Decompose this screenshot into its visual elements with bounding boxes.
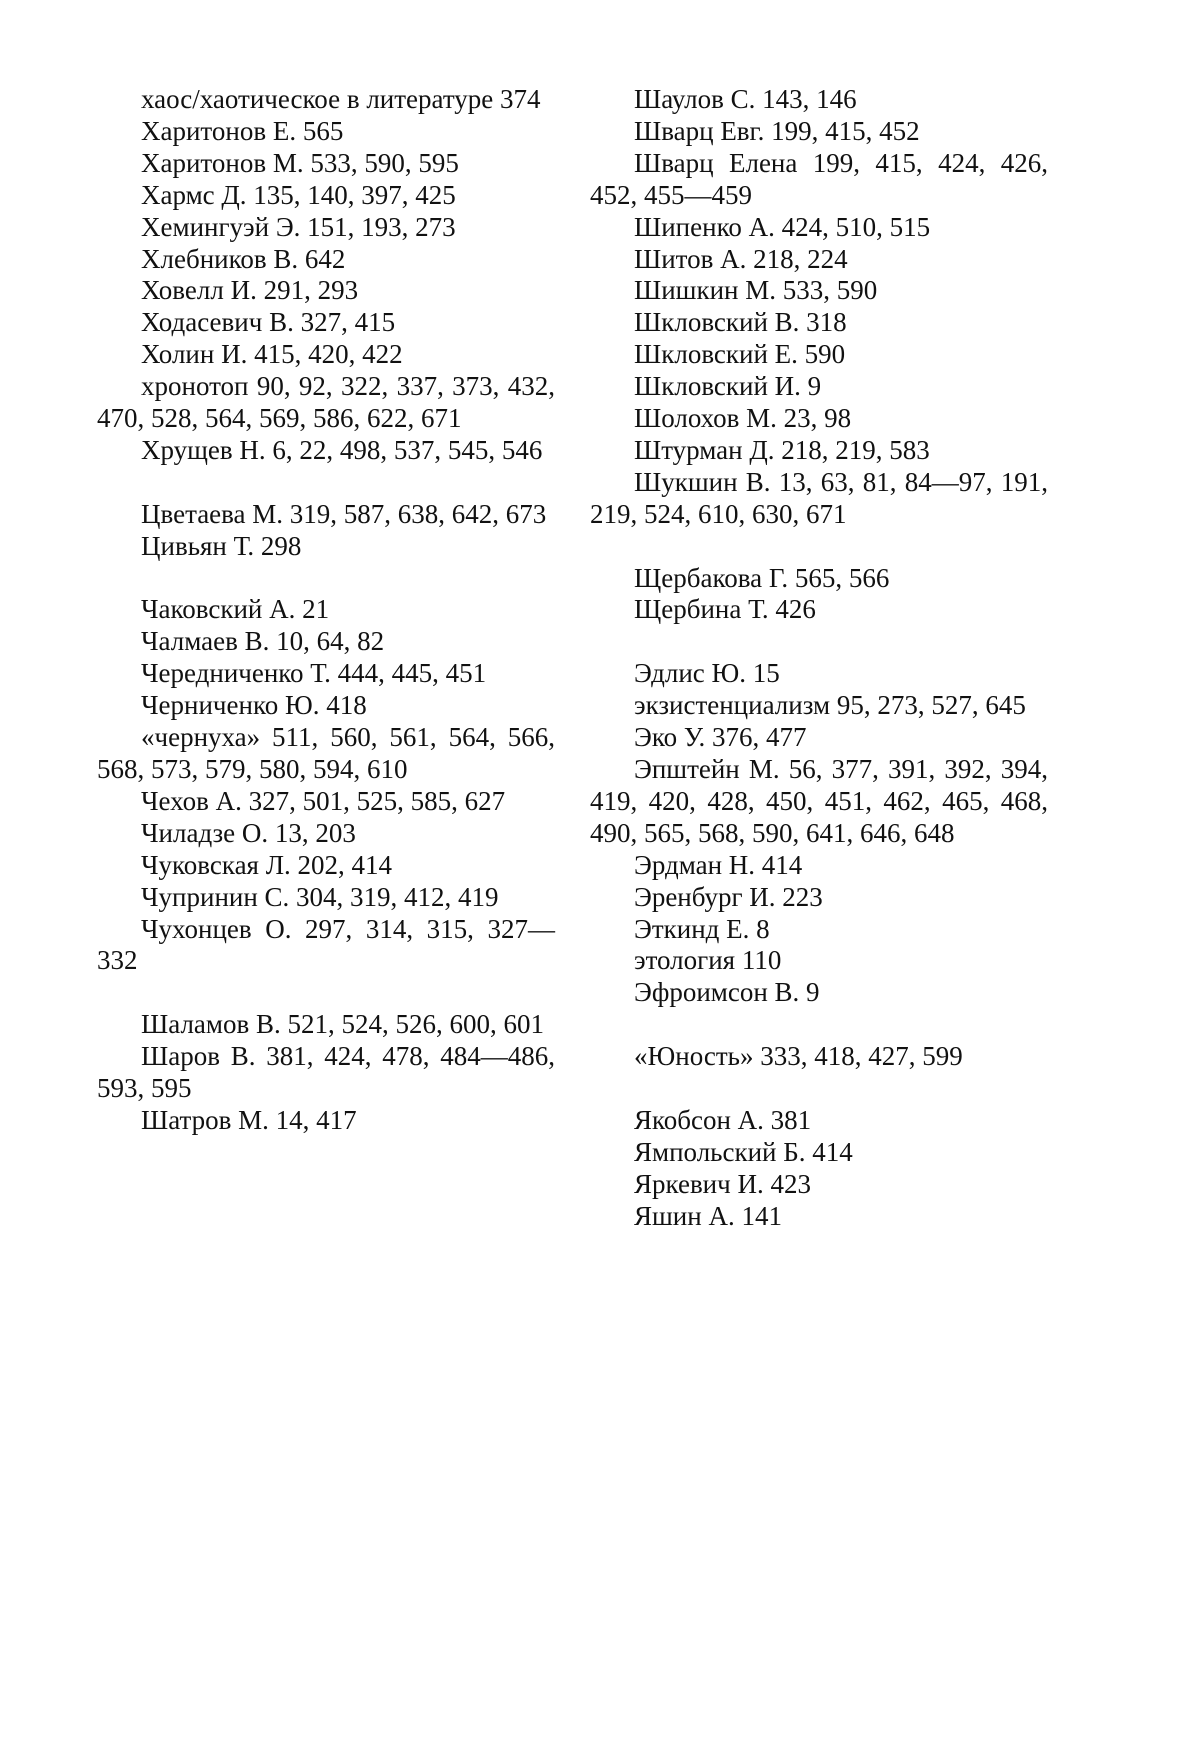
index-entry: Холин И. 415, 420, 422 (141, 339, 403, 370)
letter-group-gap (590, 626, 1048, 658)
index-entry: Чуковская Л. 202, 414 (141, 849, 393, 880)
index-entry: Яшин А. 141 (634, 1200, 782, 1231)
index-entry: Хармс Д. 135, 140, 397, 425 (141, 179, 456, 210)
index-column-right (590, 84, 1048, 1233)
index-entry: Щербакова Г. 565, 566 (634, 562, 890, 593)
index-entry: Штурман Д. 218, 219, 583 (634, 434, 930, 465)
index-entry: Шукшин В. 13, 63, 81, 84—97, 191, 219, 524, 610, 630, 671 (590, 466, 1048, 529)
index-entry: Эрдман Н. 414 (634, 849, 803, 880)
index-entry: Шкловский И. 9 (634, 371, 822, 402)
index-entry: этология 110 (634, 945, 782, 976)
index-entry: «чернуха» 511, 560, 561, 564, 566, 568, 573, 579, 580, 594, 610 (97, 722, 555, 784)
index-entry: Шаламов В. 521, 524, 526, 600, 601 (141, 1009, 545, 1040)
index-entry: Чалмаев В. 10, 64, 82 (141, 626, 385, 657)
index-entry: Эко У. 376, 477 (634, 722, 807, 753)
index-entry: Чупринин С. 304, 319, 412, 419 (141, 881, 499, 912)
index-entry: Якобсон А. 381 (634, 1104, 812, 1135)
index-entry: Шварц Евг. 199, 415, 452 (634, 115, 920, 146)
index-entry: Эпштейн М. 56, 377, 391, 392, 394, 419, 420, 428, 450, 451, 462, 465, 468, 490, 565, 568, 590, 641, 646, 648 (590, 754, 1048, 848)
index-entry: Харитонов Е. 565 (141, 115, 344, 146)
index-entry: Шаулов С. 143, 146 (634, 84, 857, 114)
letter-group-gap (97, 563, 555, 595)
index-entry: Хлебников В. 642 (141, 243, 346, 274)
index-entry: Чухонцев О. 297, 314, 315, 327—332 (97, 913, 555, 976)
index-entry: Шкловский В. 318 (634, 307, 847, 338)
index-entry: Яркевич И. 423 (634, 1168, 811, 1199)
index-entry: экзистенциализм 95, 273, 527, 645 (634, 690, 1026, 721)
index-entry: Хрущев Н. 6, 22, 498, 537, 545, 546 (141, 434, 543, 465)
index-entry: Эренбург И. 223 (634, 881, 823, 912)
letter-group-gap (590, 1073, 1048, 1105)
index-entry: «Юность» 333, 418, 427, 599 (634, 1041, 963, 1072)
index-entry: Эфроимсон В. 9 (634, 977, 820, 1008)
index-entry: Черниченко Ю. 418 (141, 690, 367, 721)
letter-group-gap (97, 977, 555, 1009)
index-entry: Шаров В. 381, 424, 478, 484—486, 593, 595 (97, 1041, 555, 1104)
index-entry: Ямпольский Б. 414 (634, 1136, 853, 1167)
index-entry: Эдлис Ю. 15 (634, 658, 780, 689)
letter-group-gap (590, 1009, 1048, 1041)
index-entry: Хемингуэй Э. 151, 193, 273 (141, 211, 456, 242)
index-entry: Шкловский Е. 590 (634, 339, 846, 370)
index-entry: хаос/хаотическое в литературе 374 (141, 84, 541, 114)
letter-group-gap (590, 531, 1048, 563)
index-entry: Шатров М. 14, 417 (141, 1104, 357, 1135)
index-entry: Чаковский А. 21 (141, 594, 330, 625)
index-entry: Харитонов М. 533, 590, 595 (141, 147, 459, 178)
index-entry: Ходасевич В. 327, 415 (141, 307, 396, 338)
index-entry: Цивьян Т. 298 (141, 530, 302, 561)
index-entry: Ховелл И. 291, 293 (141, 275, 359, 306)
letter-group-gap (97, 467, 555, 499)
index-entry: Шитов А. 218, 224 (634, 243, 848, 274)
index-entry: Шолохов М. 23, 98 (634, 403, 852, 434)
index-entry: Эткинд Е. 8 (634, 913, 770, 944)
index-column-left (97, 84, 555, 1137)
index-entry: Цветаева М. 319, 587, 638, 642, 673 (141, 498, 547, 529)
index-entry: Шишкин М. 533, 590 (634, 275, 878, 306)
index-entry: Чиладзе О. 13, 203 (141, 817, 356, 848)
index-entry: Чехов А. 327, 501, 525, 585, 627 (141, 785, 506, 816)
index-entry: Чередниченко Т. 444, 445, 451 (141, 658, 487, 689)
index-entry: Щербина Т. 426 (634, 594, 816, 625)
index-entry: Шипенко А. 424, 510, 515 (634, 211, 931, 242)
index-entry: хронотоп 90, 92, 322, 337, 373, 432, 470, 528, 564, 569, 586, 622, 671 (97, 371, 555, 434)
index-entry: Шварц Елена 199, 415, 424, 426, 452, 455—459 (590, 147, 1048, 210)
